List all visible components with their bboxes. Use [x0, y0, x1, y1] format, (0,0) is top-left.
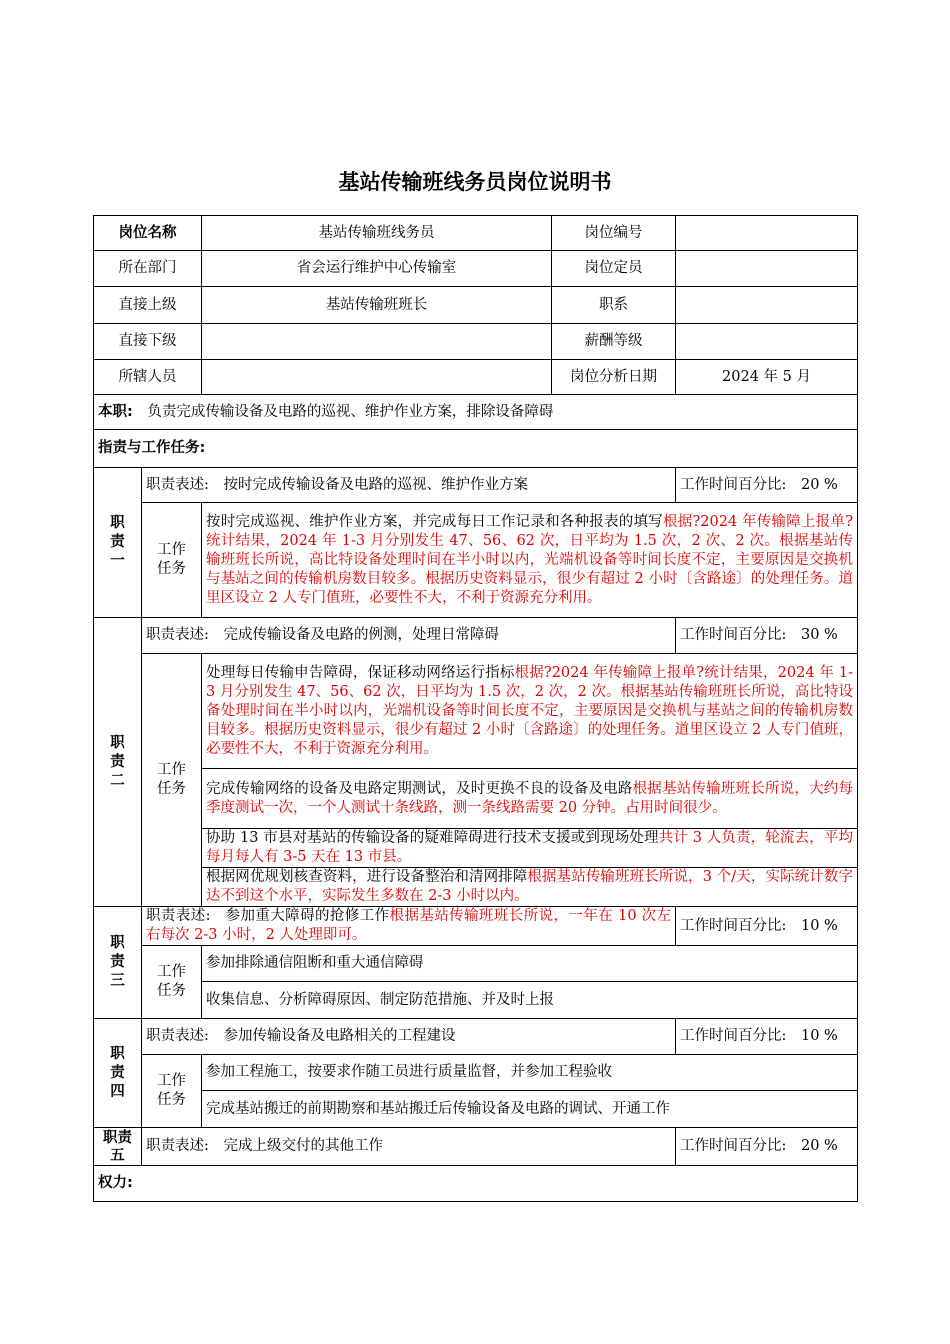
task-row [94, 1091, 858, 1128]
quota-value [676, 251, 858, 287]
duty-row [94, 1019, 858, 1055]
duty-1-pct: 20 % [801, 476, 838, 493]
duty-main-row [94, 395, 858, 430]
duty-3-note: 根据基站传输班班长所说，一年在 10 次左右每次 2-3 小时，2 人处理即可。 [146, 908, 672, 943]
task-text: 根据网优规划核查资料，进行设备整治和清网排障 [206, 869, 528, 885]
tasks-header-row [94, 430, 858, 468]
info-row [94, 216, 858, 251]
info-row [94, 360, 858, 395]
staff-value [202, 360, 552, 395]
task-cell [202, 1091, 858, 1128]
task-text: 参加排除通信阻断和重大通信障碍 [206, 955, 424, 971]
task-cell [202, 946, 858, 982]
task-row [94, 769, 858, 829]
page-title: 基站传输班线务员岗位说明书 [338, 170, 612, 194]
series-label: 职系 [552, 287, 676, 324]
series-value [676, 287, 858, 324]
duty-row [94, 1128, 858, 1166]
task-cell [202, 982, 858, 1019]
task-note: 根据基站传输班班长所说，大约每季度测试一次，一个人测试十条线路，测一条线路需要 20 分钟。占用时间很少。 [206, 780, 854, 816]
task-text: 完成传输网络的设备及电路定期测试，及时更换不良的设备及电路 [206, 780, 633, 797]
task-cell [202, 769, 858, 829]
job-description-table [93, 215, 858, 1202]
pct-label: 工作时间百分比: [680, 627, 787, 643]
salary-label: 薪酬等级 [552, 324, 676, 360]
subordinate-label: 直接下级 [94, 324, 202, 360]
duty-3-pct: 10 % [801, 917, 838, 934]
pct-label: 工作时间百分比: [680, 1028, 787, 1044]
tasks-label: 指责与工作任务: [94, 430, 858, 468]
duty-main-label: 本职: [98, 403, 133, 420]
duty-desc-label: 职责表述: [146, 908, 211, 924]
duty-desc-label: 职责表述: [146, 476, 209, 493]
pos-no-value [676, 216, 858, 251]
dept-label: 所在部门 [94, 251, 202, 287]
duty-4-desc: 参加传输设备及电路相关的工程建设 [223, 1028, 456, 1044]
power-row [94, 1166, 858, 1202]
pos-name-value: 基站传输班线务员 [202, 216, 552, 251]
work-label: 工作 任务 [142, 654, 202, 907]
task-text: 参加工程施工，按要求作随工员进行质量监督，并参加工程验收 [206, 1064, 612, 1080]
dept-value: 省会运行维护中心传输室 [202, 251, 552, 287]
task-row [94, 503, 858, 618]
duty-row [94, 907, 858, 946]
duty-5-head: 职责 五 [94, 1128, 142, 1166]
pct-label: 工作时间百分比: [680, 917, 787, 934]
task-cell [202, 829, 858, 868]
duty-5-desc: 完成上级交付的其他工作 [223, 1138, 383, 1154]
pos-name-label: 岗位名称 [94, 216, 202, 251]
task-note: 根据基站传输班班长所说，3 个/天，实际统计数字达不到这个水平，实际发生多数在 2-3 小时以内。 [206, 869, 853, 904]
work-label: 工作 任务 [142, 946, 202, 1019]
task-cell [202, 503, 858, 618]
task-row [94, 946, 858, 982]
quota-label: 岗位定员 [552, 251, 676, 287]
subordinate-value [202, 324, 552, 360]
duty-3-head: 职 责 三 [94, 907, 142, 1019]
power-label: 权力: [94, 1166, 858, 1202]
task-cell [202, 654, 858, 769]
task-row [94, 829, 858, 868]
task-note: 根据?2024 年传输障上报单?统计结果，2024 年 1-3 月分别发生 47、56、62 次，日平均为 1.5 次，2 次、2 次。根据基站传输班班长所说，高比特设备处理时间在半小时以内，光端机设备等时间长度不定，主要原因是交换机与基站之间的传输机房数目较多。根据历史资料显示，很少有超过 2 小时〔含路途〕的处理任务。道里区设立 2 人专门值班，必要性不大，不利于资源充分利用。 [206, 513, 853, 606]
duty-2-head: 职 责 二 [94, 618, 142, 907]
task-row [94, 868, 858, 907]
task-text: 处理每日传输申告障碍，保证移动网络运行指标 [206, 664, 515, 681]
task-cell [202, 868, 858, 907]
task-note: 共计 3 人负责，轮流去，平均每月每人有 3-5 天在 13 市县。 [206, 830, 853, 865]
task-text: 收集信息、分析障碍原因、制定防范措施、并及时上报 [206, 991, 554, 1008]
task-text: 协助 13 市县对基站的传输设备的疑难障碍进行技术支援或到现场处理 [206, 830, 659, 846]
duty-main-text: 负责完成传输设备及电路的巡视、维护作业方案，排除设备障碍 [147, 403, 554, 420]
salary-value [676, 324, 858, 360]
duty-4-head: 职 责 四 [94, 1019, 142, 1128]
duty-row [94, 468, 858, 503]
info-row [94, 251, 858, 287]
duty-5-pct: 20 % [801, 1138, 838, 1154]
task-note: 根据?2024 年传输障上报单?统计结果，2024 年 1-3 月分别发生 47、56、62 次，日平均为 1.5 次，2 次，2 次。根据基站传输班班长所说，高比特设备处理时间在半小时以内，光端机设备等时间长度不定，主要原因是交换机与基站之间的传输机房数目较多。根据历史资料显示，很少有超过 2 小时〔含路途〕的处理任务。道里区设立 2 人专门值班，必要性不大，不利于资源充分利用。 [206, 664, 853, 757]
superior-value: 基站传输班班长 [202, 287, 552, 324]
duty-3-desc: 参加重大障碍的抢修工作 [225, 908, 390, 924]
task-row [94, 654, 858, 769]
duty-2-desc: 完成传输设备及电路的例测，处理日常障碍 [223, 627, 499, 643]
pos-no-label: 岗位编号 [552, 216, 676, 251]
pct-label: 工作时间百分比: [680, 476, 787, 493]
duty-desc-label: 职责表述: [146, 1028, 209, 1044]
staff-label: 所辖人员 [94, 360, 202, 395]
work-label: 工作 任务 [142, 503, 202, 618]
duty-4-pct: 10 % [801, 1028, 838, 1044]
pct-label: 工作时间百分比: [680, 1138, 787, 1154]
task-text: 按时完成巡视、维护作业方案，并完成每日工作记录和各种报表的填写 [206, 513, 664, 530]
duty-1-desc: 按时完成传输设备及电路的巡视、维护作业方案 [223, 476, 528, 493]
date-value: 2024 年 5 月 [676, 360, 858, 395]
duty-desc-label: 职责表述: [146, 627, 209, 643]
task-text: 完成基站搬迁的前期勘察和基站搬迁后传输设备及电路的调试、开通工作 [206, 1100, 670, 1117]
task-row [94, 1055, 858, 1091]
task-row [94, 982, 858, 1019]
duty-desc-label: 职责表述: [146, 1138, 209, 1154]
duty-2-pct: 30 % [801, 627, 838, 643]
superior-label: 直接上级 [94, 287, 202, 324]
task-cell [202, 1055, 858, 1091]
info-row [94, 287, 858, 324]
date-label: 岗位分析日期 [552, 360, 676, 395]
duty-row [94, 618, 858, 654]
info-row [94, 324, 858, 360]
work-label: 工作 任务 [142, 1055, 202, 1128]
duty-1-head: 职 责 一 [94, 468, 142, 618]
